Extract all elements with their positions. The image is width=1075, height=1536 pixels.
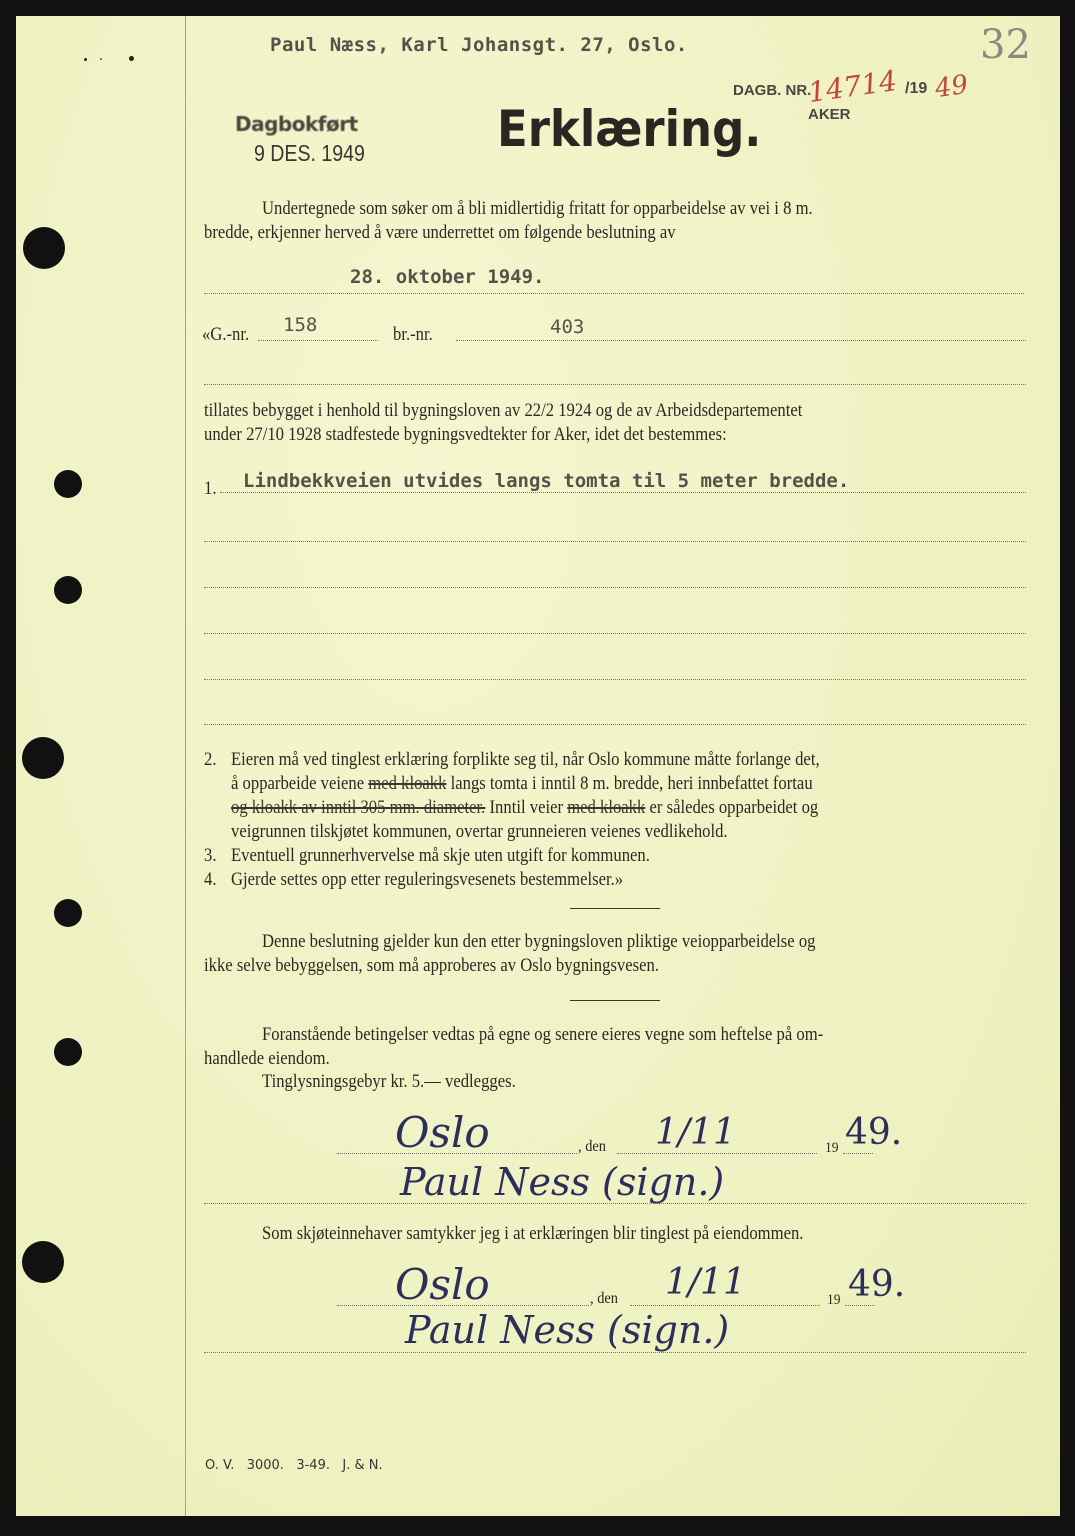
signature-2-year: 49. — [848, 1264, 906, 1305]
condition-2-number: 2. — [204, 750, 217, 770]
signature-2-place: Oslo — [395, 1260, 490, 1309]
year-field — [843, 1153, 873, 1154]
condition-3-text: Eventuell grunnerhvervelse må skje uten utgift for kommunen. — [231, 846, 650, 866]
scope-line-2: ikke selve bebyggelsen, som må approberes av Oslo bygningsvesen. — [204, 956, 660, 976]
dotted-line — [204, 633, 1026, 634]
punch-hole — [22, 737, 64, 779]
struck-text: med kloakk — [368, 774, 447, 794]
year-field — [845, 1305, 875, 1306]
signature-2-date: 1/11 — [665, 1262, 746, 1303]
condition-4-text: Gjerde settes opp etter reguleringsvesenets bestemmelser.» — [231, 870, 624, 890]
gnr-field — [258, 340, 378, 341]
intro-line-1: Undertegnede som søker om å bli midlertidig fritatt for opparbeidelse av vei i 8 m. — [262, 199, 813, 219]
margin-line — [185, 16, 186, 1516]
signature-2-den-label: , den — [590, 1290, 618, 1307]
aker-label: AKER — [808, 106, 851, 123]
stamp-dagbokfort-label: Dagbokført — [235, 112, 358, 136]
fee-note: Tinglysningsgebyr kr. 5.— vedlegges. — [262, 1072, 516, 1092]
condition-2-line-2a: å opparbeide veiene — [231, 774, 365, 794]
punch-hole — [54, 470, 82, 498]
page-title: Erklæring. — [497, 100, 762, 158]
condition-2-line-3a: Inntil veier — [489, 798, 564, 818]
dotted-line — [204, 587, 1026, 588]
form-footer-code: O. V. 3000. 3-49. J. & N. — [205, 1458, 383, 1473]
signature-1-den-label: , den — [578, 1138, 606, 1155]
dotted-line — [204, 384, 1026, 385]
page-number: 32 — [980, 22, 1031, 68]
date-field — [617, 1153, 817, 1154]
obligations-line-2: handlede eiendom. — [204, 1049, 330, 1069]
gnr-value: 158 — [283, 314, 318, 336]
condition-2-line-4: veigrunnen tilskjøtet kommunen, overtar grunneieren veienes vedlikehold. — [231, 822, 728, 842]
condition-1-number: 1. — [204, 479, 217, 499]
condition-2-line-1: Eieren må ved tinglest erklæring forplikte seg til, når Oslo kommune måtte forlange det, — [231, 750, 820, 770]
condition-1-text: Lindbekkveien utvides langs tomta til 5 meter bredde. — [243, 470, 850, 492]
signature-field — [204, 1352, 1026, 1353]
bnr-label: br.-nr. — [393, 325, 433, 345]
intro-line-2: bredde, erkjenner herved å være underrettet om følgende beslutning av — [204, 223, 676, 243]
dagb-year-printed: /19 — [905, 80, 928, 97]
decision-date: 28. oktober 1949. — [350, 266, 545, 288]
bnr-value: 403 — [550, 316, 585, 338]
obligations-line-1: Foranstående betingelser vedtas på egne og senere eieres vegne som heftelse på om- — [262, 1025, 824, 1045]
condition-2-line-3 — [231, 798, 818, 819]
dotted-line — [204, 724, 1026, 725]
condition-4-number: 4. — [204, 870, 217, 890]
punch-hole — [22, 1241, 64, 1283]
condition-1-field — [220, 492, 1026, 493]
struck-text: med kloakk — [567, 798, 646, 818]
signature-1-year-prefix: 19 — [825, 1140, 839, 1156]
condition-2-line-3b: er således opparbeidet og — [649, 798, 819, 818]
signature-1-date: 1/11 — [655, 1112, 736, 1153]
condition-2-line-2b: langs tomta i inntil 8 m. bredde, heri innbefattet fortau — [450, 774, 813, 794]
scope-line-1: Denne beslutning gjelder kun den etter bygningsloven pliktige veiopparbeidelse og — [262, 932, 816, 952]
bnr-field — [456, 340, 1026, 341]
dotted-line — [204, 293, 1024, 294]
punch-hole — [54, 1038, 82, 1066]
punch-hole — [54, 899, 82, 927]
permission-line-2: under 27/10 1928 stadfestede bygningsvedtekter for Aker, idet det bestemmes: — [204, 425, 727, 445]
punch-hole — [54, 576, 82, 604]
condition-2-line-2 — [231, 774, 813, 795]
signature-1-year: 49. — [845, 1112, 903, 1153]
dotted-line — [204, 541, 1026, 542]
dagb-number-handwritten: 14714 — [806, 63, 899, 110]
signature-2-year-prefix: 19 — [827, 1292, 841, 1308]
permission-line-1: tillates bebygget i henhold til bygningsloven av 22/2 1924 og de av Arbeidsdepartementet — [204, 401, 803, 421]
section-divider — [570, 1000, 660, 1001]
signature-1-place: Oslo — [395, 1108, 490, 1157]
punch-hole — [23, 227, 65, 269]
condition-3-number: 3. — [204, 846, 217, 866]
dagb-label: DAGB. NR. — [733, 82, 812, 99]
signature-2-name: Paul Ness (sign.) — [405, 1308, 730, 1352]
signature-1-name: Paul Ness (sign.) — [400, 1160, 725, 1204]
section-divider — [570, 908, 660, 909]
stamp-dagbokfort-date: 9 DES. 1949 — [254, 140, 365, 166]
date-field — [630, 1305, 820, 1306]
dagb-year-handwritten: 49 — [933, 69, 971, 105]
typed-address: Paul Næss, Karl Johansgt. 27, Oslo. — [270, 34, 688, 56]
speck-marks — [84, 56, 134, 62]
consent-text: Som skjøteinnehaver samtykker jeg i at erklæringen blir tinglest på eiendommen. — [262, 1224, 804, 1244]
dotted-line — [204, 679, 1026, 680]
struck-text: og kloakk av inntil 305 mm. diameter. — [231, 798, 486, 818]
gnr-label: «G.-nr. — [202, 325, 250, 345]
